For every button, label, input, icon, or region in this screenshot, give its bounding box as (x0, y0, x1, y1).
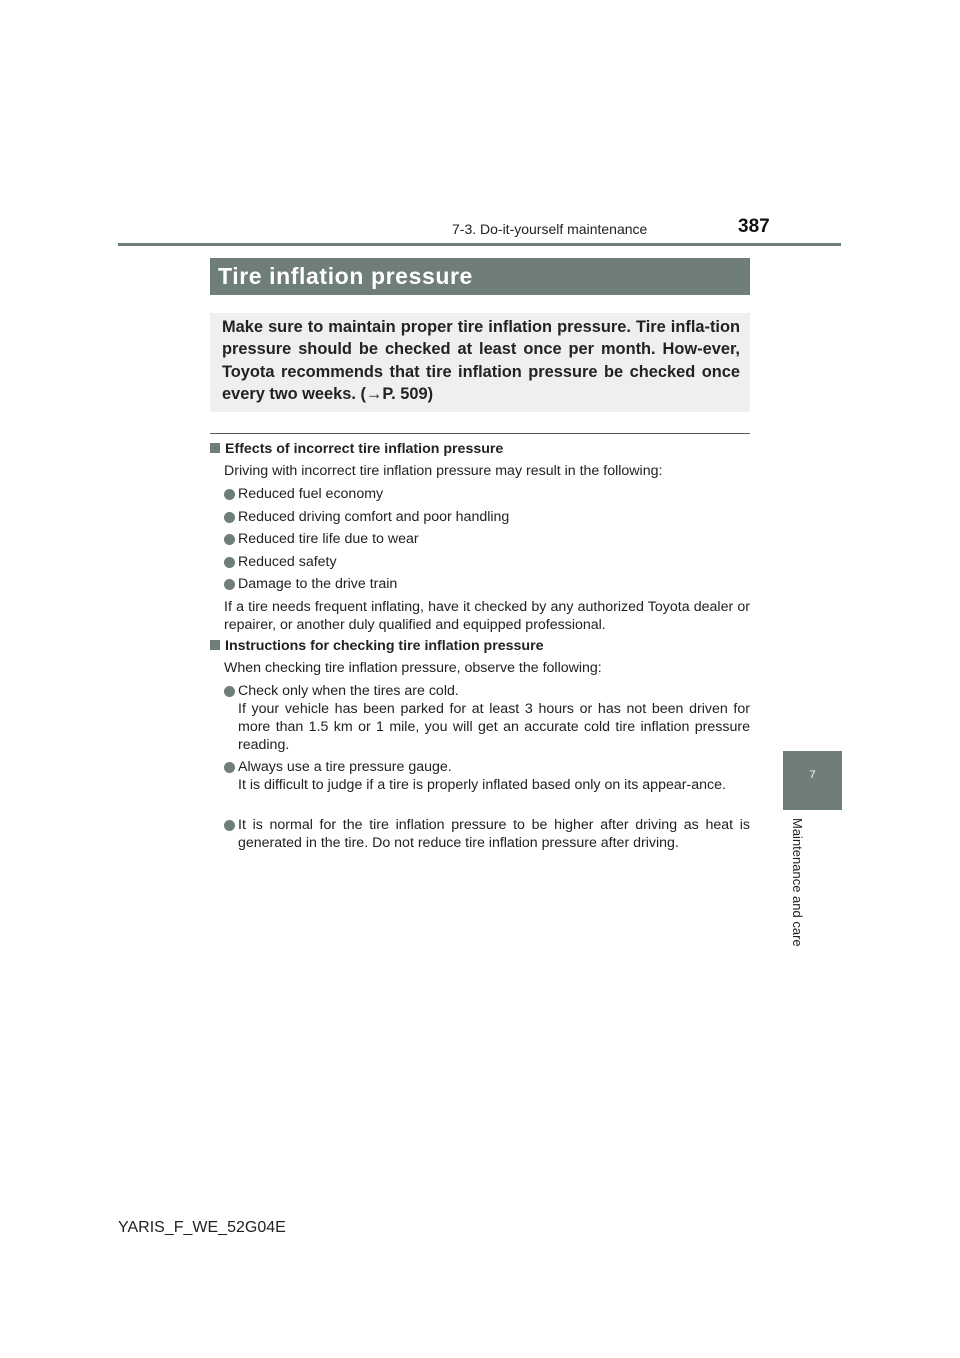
section-closing: If a tire needs frequent inflating, have it checked by any authorized Toyota dealer or repairer, or another duly qualified and equipped professional. (224, 599, 750, 633)
bullet-icon (224, 534, 235, 545)
chapter-title: Maintenance and care (790, 818, 805, 947)
chapter-tab (783, 751, 842, 810)
square-marker-icon (210, 443, 220, 453)
section-lead: When checking tire inflation pressure, observe the following: (224, 660, 602, 676)
page-number: 387 (738, 216, 770, 237)
section-title: 7-3. Do-it-yourself maintenance (452, 221, 648, 237)
intro-divider (210, 433, 750, 434)
list-item-title: Always use a tire pressure gauge. (238, 759, 452, 775)
square-marker-icon (210, 640, 220, 650)
section-heading-effects (210, 441, 503, 457)
list-item-title: Check only when the tires are cold. (238, 683, 459, 699)
list-item-text: Damage to the drive train (238, 576, 398, 592)
list-item-text: Reduced safety (238, 554, 337, 570)
chapter-number: 7 (809, 769, 816, 781)
bullet-icon (224, 686, 235, 697)
list-item-text: Reduced fuel economy (238, 486, 384, 502)
intro-box (210, 313, 750, 412)
document-code: YARIS_F_WE_52G04E (118, 1219, 286, 1236)
list-item-text (238, 682, 750, 754)
section-lead: Driving with incorrect tire inflation pressure may result in the following: (224, 463, 663, 479)
section-heading-instructions (210, 638, 544, 654)
list-item-text: It is normal for the tire inflation pressure to be higher after driving as heat is generated in the tire. Do not reduce tire inflation pressure after driving. (238, 817, 750, 851)
bullet-icon (224, 820, 235, 831)
list-item-body: If your vehicle has been parked for at least 3 hours or has not been driven for more than 1.5 km or 1 mile, you will get an accurate cold tire inflation pressure reading. (238, 701, 750, 753)
list-item-body: It is difficult to judge if a tire is properly inflated based only on its appear-ance. (238, 777, 726, 793)
bullet-icon (224, 579, 235, 590)
list-item-text (238, 758, 750, 794)
list-item-text: Reduced tire life due to wear (238, 531, 419, 547)
bullet-icon (224, 762, 235, 773)
bullet-icon (224, 512, 235, 523)
page-title: Tire inflation pressure (210, 258, 750, 295)
section-heading-text: Instructions for checking tire inflation pressure (225, 638, 544, 654)
bullet-icon (224, 489, 235, 500)
header-divider (118, 243, 841, 246)
intro-text: Make sure to maintain proper tire inflation pressure. Tire infla-tion pressure should be checked at least once per month. How-ever, Toyota recommends that tire inflation pressure be checked once every two weeks. (→P. 509) (222, 318, 740, 403)
section-heading-text: Effects of incorrect tire inflation pressure (225, 441, 504, 457)
list-item-text: Reduced driving comfort and poor handling (238, 509, 510, 525)
bullet-icon (224, 557, 235, 568)
